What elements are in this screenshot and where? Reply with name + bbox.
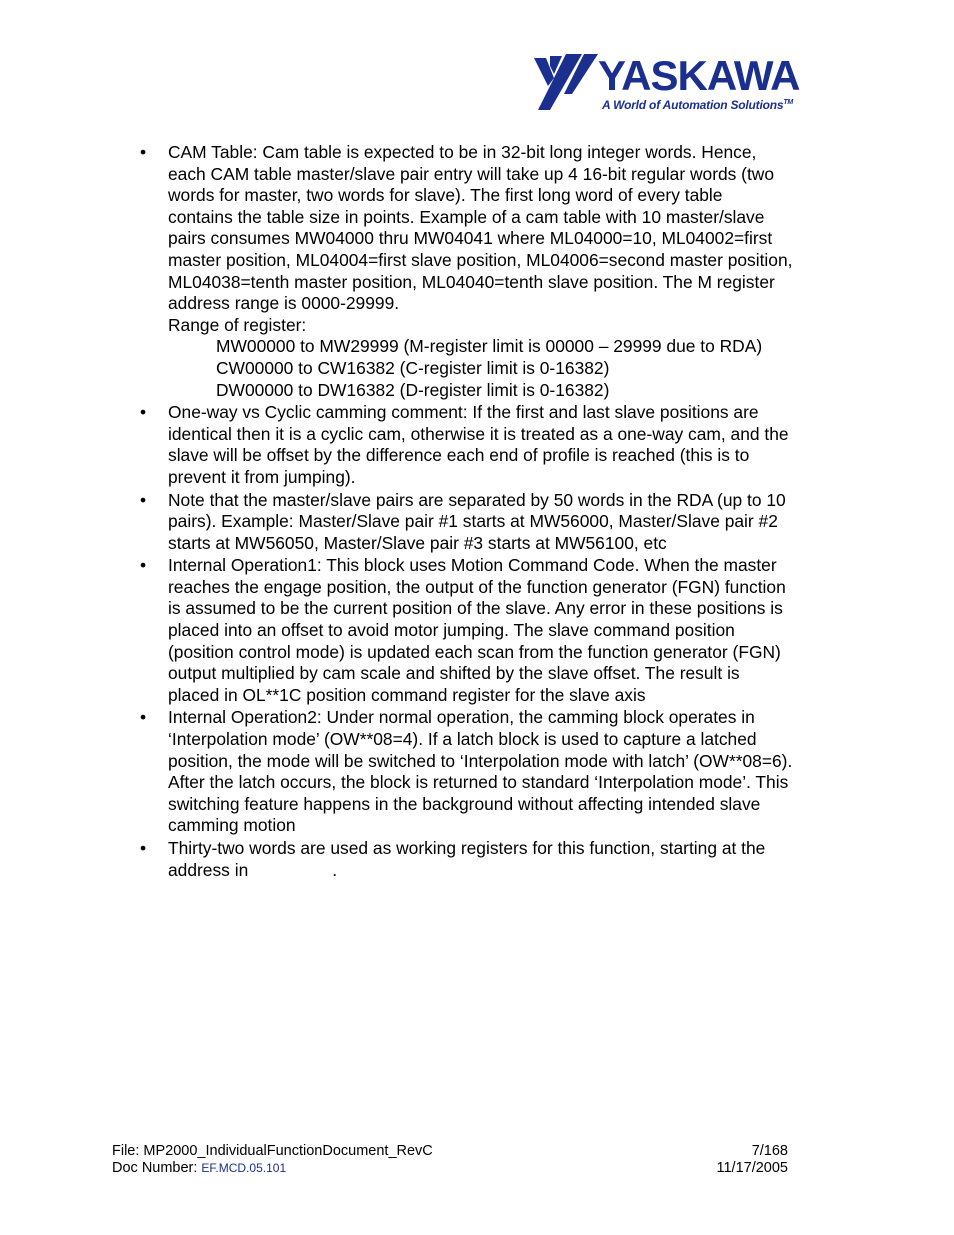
- doc-number-value: EF.MCD.05.101: [201, 1161, 287, 1175]
- range-title: Range of register:: [168, 314, 307, 335]
- text-line: each CAM table master/slave pair entry will take up 4 16-bit regular words (two: [168, 163, 775, 184]
- bullet-cam-table: [140, 142, 846, 401]
- text-fragment: .: [332, 859, 338, 880]
- text-line: Internal Operation2: Under normal operation, the camming block operates in: [168, 707, 755, 728]
- footer-page-number: 7/168: [751, 1143, 788, 1159]
- text-line: starts at MW56050, Master/Slave pair #3 starts at MW56100, etc: [168, 532, 667, 553]
- text-line: slave will be offset by the difference each end of profile is reached (this is to: [168, 445, 750, 466]
- bullet-dot: •: [140, 489, 147, 510]
- text-line: placed in OL**1C position command register for the slave axis: [168, 684, 646, 705]
- text-line: position, the mode will be switched to ‘Interpolation mode with latch’ (OW**08=6).: [168, 750, 793, 771]
- text-line: Internal Operation1: This block uses Motion Command Code. When the master: [168, 555, 777, 576]
- text-line: is assumed to be the current position of the slave. Any error in these positions is: [168, 598, 783, 619]
- text-line: Note that the master/slave pairs are separated by 50 words in the RDA (up to 10: [168, 489, 786, 510]
- text-line: switching feature happens in the background without affecting intended slave: [168, 793, 761, 814]
- bullet-dot: •: [140, 707, 147, 728]
- text-fragment: address in: [168, 859, 249, 880]
- text-line: identical then it is a cyclic cam, otherwise it is treated as a one-way cam, and the: [168, 423, 789, 444]
- bullet-master-slave-pairs: [140, 490, 846, 555]
- bullet-internal-operation-2: [140, 707, 846, 837]
- text-line: ML04038=tenth master position, ML04040=tenth slave position. The M register: [168, 271, 775, 292]
- text-line: camming motion: [168, 815, 296, 836]
- bullet-dot: •: [140, 555, 147, 576]
- bullet-dot: •: [140, 838, 147, 858]
- yaskawa-logo: [532, 52, 832, 118]
- page-footer: [112, 1143, 788, 1177]
- bullet-working-registers: [140, 838, 846, 881]
- range-line: CW00000 to CW16382 (C-register limit is 0-16382): [216, 357, 610, 378]
- bullet-cyclic-camming: [140, 402, 846, 488]
- text-line: One-way vs Cyclic camming comment: If the first and last slave positions are: [168, 402, 759, 423]
- text-line: contains the table size in points. Example of a cam table with 10 master/slave: [168, 206, 765, 227]
- text-line: ‘Interpolation mode’ (OW**08=4). If a latch block is used to capture a latched: [168, 729, 757, 750]
- yaskawa-logo-mark-icon: [532, 52, 602, 112]
- doc-number-label: Doc Number:: [112, 1160, 198, 1176]
- text-line: After the latch occurs, the block is returned to standard ‘Interpolation mode’. This: [168, 772, 789, 793]
- bullet-internal-operation-1: [140, 555, 846, 706]
- text-line: [168, 860, 846, 882]
- text-line: address range is 0000-29999.: [168, 293, 400, 314]
- text-line: placed into an offset to avoid motor jumping. The slave command position: [168, 620, 735, 641]
- brand-tagline: A World of Automation Solutions™: [602, 98, 794, 112]
- text-line: prevent it from jumping).: [168, 466, 356, 487]
- text-line: output multiplied by cam scale and shifted by the slave offset. The result is: [168, 663, 740, 684]
- text-line: Thirty-two words are used as working registers for this function, starting at the: [168, 838, 766, 858]
- footer-date: 11/17/2005: [716, 1160, 788, 1176]
- bullet-dot: •: [140, 142, 147, 162]
- bullet-dot: •: [140, 402, 147, 423]
- text-line: pairs). Example: Master/Slave pair #1 starts at MW56000, Master/Slave pair #2: [168, 511, 778, 532]
- trademark-mark: TM: [783, 99, 794, 106]
- text-line: (position control mode) is updated each scan from the function generator (FGN): [168, 641, 781, 662]
- brand-name: YASKAWA: [598, 52, 800, 99]
- text-line: master position, ML04004=first slave position, ML04006=second master position,: [168, 249, 793, 270]
- footer-file: File: MP2000_IndividualFunctionDocument_RevC: [112, 1143, 433, 1159]
- text-line: words for master, two words for slave). The first long word of every table: [168, 185, 723, 206]
- text-line: pairs consumes MW04000 thru MW04041 where ML04000=10, ML04002=first: [168, 228, 773, 249]
- text-line: reaches the engage position, the output of the function generator (FGN) function: [168, 576, 786, 597]
- range-line: MW00000 to MW29999 (M-register limit is 00000 – 29999 due to RDA): [216, 336, 763, 357]
- text-line: CAM Table: Cam table is expected to be in 32-bit long integer words. Hence,: [168, 142, 757, 162]
- document-body: [140, 142, 846, 881]
- footer-doc-number: [112, 1160, 286, 1177]
- range-line: DW00000 to DW16382 (D-register limit is 0-16382): [216, 379, 610, 400]
